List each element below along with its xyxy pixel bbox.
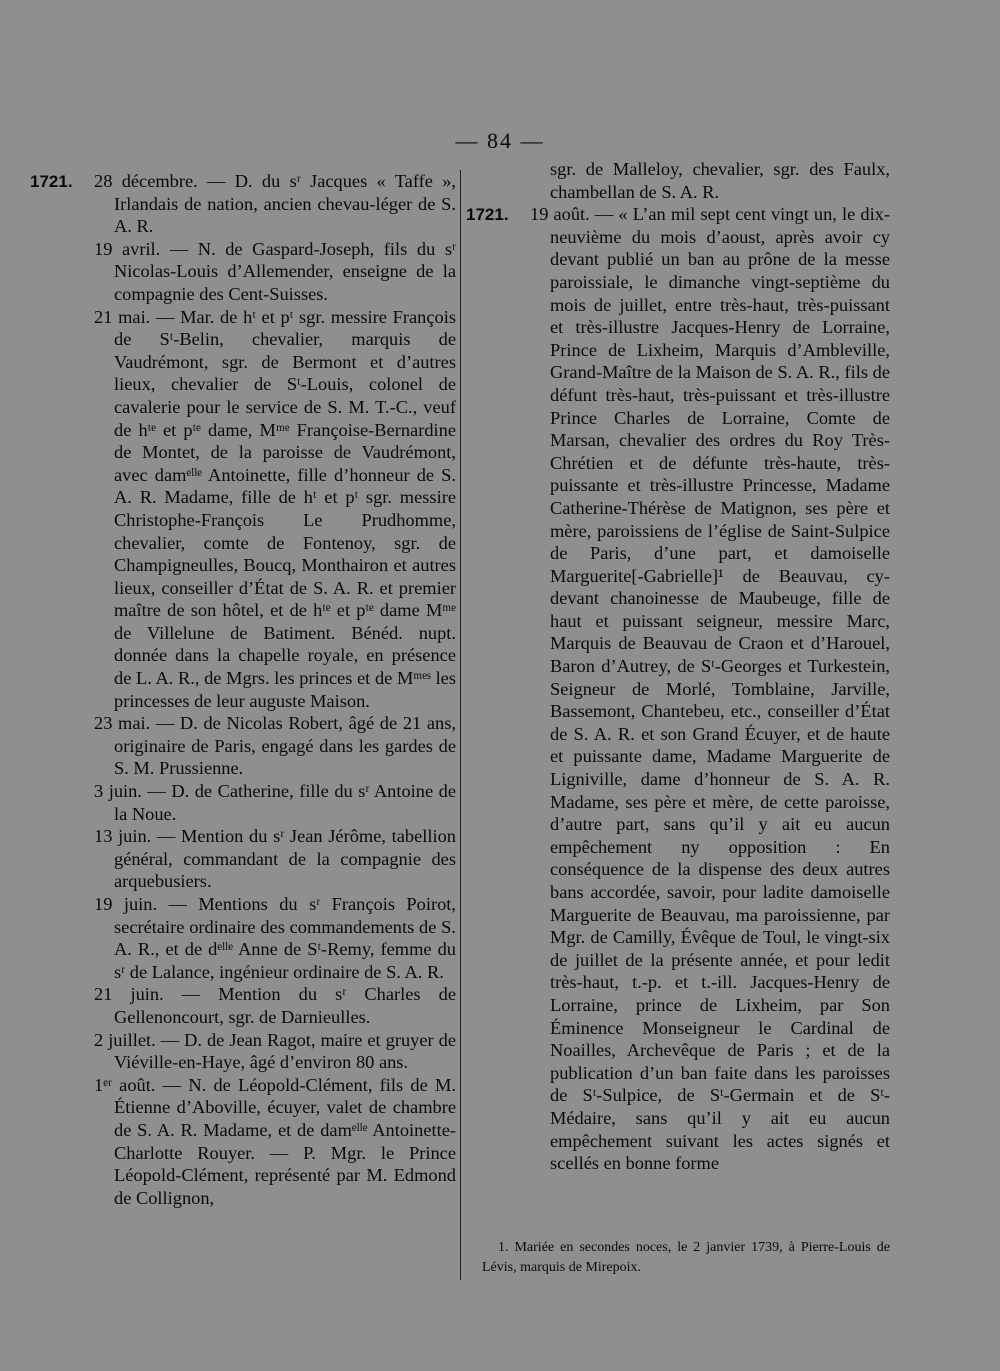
- entry-text: 1ᵉʳ août. — N. de Léopold-Clément, fils de M. Étienne d’Aboville, écuyer, valet de chambre de S. A. R. Madame, et de damᵉˡˡᵉ Antoinette-Charlotte Rouyer. — P. Mgr. le Prince Léopold-Clément, représenté par M. Edmond de Collignon,: [94, 1074, 456, 1208]
- entry-text: 21 juin. — Mention du sʳ Charles de Gellenoncourt, sgr. de Darnieulles.: [94, 984, 456, 1027]
- entry-year: 1721.: [466, 205, 509, 225]
- entry-text: 23 mai. — D. de Nicolas Robert, âgé de 21 ans, originaire de Paris, engagé dans les gardes de S. M. Prussienne.: [94, 713, 456, 779]
- page-number: — 84 —: [455, 128, 545, 153]
- entry-text: 28 décembre. — D. du sʳ Jacques « Taffe », Irlandais de nation, ancien chevau-léger de S. A. R.: [94, 171, 456, 237]
- entry-text: 21 mai. — Mar. de hᵗ et pᵗ sgr. messire François de Sᵗ-Belin, chevalier, marquis de Vaudrémont, sgr. de Bermont et d’autres lieux, chevalier de Sᵗ-Louis, colonel de cavalerie pour le service de S. M. T.-C., veuf de hᵗᵉ et pᵗᵉ dame, Mᵐᵉ Françoise-Bernardine de Montet, de la paroisse de Vaudrémont, avec damᵉˡˡᵉ Antoinette, fille d’honneur de S. A. R. Madame, fille de hᵗ et pᵗ sgr. messire Christophe-François Le Prudhomme, chevalier, comte de Fontenoy, sgr. de Champigneulles, Boucq, Monthairon et autres lieux, conseiller d’État de S. A. R. et premier maître de son hôtel, et de hᵗᵉ et pᵗᵉ dame Mᵐᵉ de Villelune de Batiment. Bénéd. nupt. donnée dans la chapelle royale, en présence de L. A. R., de Mgrs. les princes et de Mᵐᵉˢ les princesses de leur auguste Maison.: [94, 306, 456, 711]
- register-entry: [30, 893, 456, 983]
- continuation-text: sgr. de Malleloy, chevalier, sgr. des Faulx, chambellan de S. A. R.: [550, 159, 890, 202]
- entry-text: 19 juin. — Mentions du sʳ François Poirot, secrétaire ordinaire des commandements de S. A. R., et de dᵉˡˡᵉ Anne de Sᵗ-Remy, femme du sʳ de Lalance, ingénieur ordinaire de S. A. R.: [94, 894, 456, 982]
- entry-text: 19 août. — « L’an mil sept cent vingt un, le dix-neuvième du mois d’aoust, après avoir cy devant publié un ban au prône de la messe paroissiale, le dimanche vingt-septième du mois de juillet, entre très-haut, très-puissant et très-illustre Jacques-Henry de Lorraine, Prince de Lixheim, Marquis d’Ambleville, Grand-Maître de la Maison de S. A. R., fils de défunt très-haut, très-puissant et très-illustre Prince Charles de Lorraine, Comte de Marsan, chevalier des ordres du Roy Très-Chrétien et de défunte très-haute, très-puissante et très-illustre Princesse, Madame Catherine-Thérèse de Matignon, ses père et mère, paroissiens de l’église de Saint-Sulpice de Paris, d’une part, et damoiselle Marguerite[-Gabrielle]¹ de Beauvau, cy-devant chanoinesse de Maubeuge, fille de haut et puissant seigneur, messire Marc, Marquis de Beauvau de Craon et d’Harouel, Baron d’Autrey, de Sᵗ-Georges et Turkestein, Seigneur de Morlé, Tomblaine, Jarville, Bassemont, Chantebeu, etc., conseiller d’État de S. A. R. et son Grand Écuyer, et de haute et puissante dame, Madame Marguerite de Ligniville, dame d’honneur de S. A. R. Madame, ses père et mère, de cette paroisse, d’autre part, sans qu’il y ait eu aucun empêchement ny opposition : En conséquence de la dispense des deux autres bans accordée, savoir, pour ladite damoiselle Marguerite de Beauvau, ma paroissienne, par Mgr. de Camilly, Évêque de Toul, le vingt-six de juillet de la présente année, et pour ledit très-haut, t.-p. et t.-ill. Jacques-Henry de Lorraine, prince de Lixheim, par Son Éminence Monseigneur le Cardinal de Noailles, Archevêque de Paris ; et de la publication d’un ban faite dans les paroisses de Sᵗ-Sulpice, de Sᵗ-Germain et de Sᵗ-Médaire, sans qu’il y ait eu aucun empêchement suivant les actes signés et scellés en bonne forme: [530, 204, 890, 1174]
- register-entry: [30, 712, 456, 780]
- right-column: [466, 158, 890, 1175]
- register-entry: [30, 306, 456, 713]
- register-entry: [30, 1074, 456, 1210]
- entry-text: 2 juillet. — D. de Jean Ragot, maire et gruyer de Viéville-en-Haye, âgé d’environ 80 ans.: [94, 1029, 456, 1073]
- footnote: 1. Mariée en secondes noces, le 2 janvier 1739, à Pierre-Louis de Lévis, marquis de Mirepoix.: [482, 1240, 890, 1275]
- register-entry: [30, 780, 456, 825]
- entry-year: 1721.: [30, 172, 73, 191]
- entry-text: 19 avril. — N. de Gaspard-Joseph, fils du sʳ Nicolas-Louis d’Allemender, enseigne de la compagnie des Cent-Suisses.: [94, 238, 456, 304]
- register-entry: [30, 1029, 456, 1074]
- entry-text: 3 juin. — D. de Catherine, fille du sʳ Antoine de la Noue.: [94, 781, 456, 824]
- register-entry: [466, 203, 890, 1175]
- register-entry: [30, 170, 456, 238]
- entry-text: 13 juin. — Mention du sʳ Jean Jérôme, tabellion général, commandant de la compagnie des arquebusiers.: [94, 826, 456, 892]
- left-column: [30, 170, 456, 1209]
- register-entry: [30, 983, 456, 1028]
- column-divider: [460, 170, 461, 1280]
- register-entry: [30, 238, 456, 306]
- register-entry: [30, 825, 456, 893]
